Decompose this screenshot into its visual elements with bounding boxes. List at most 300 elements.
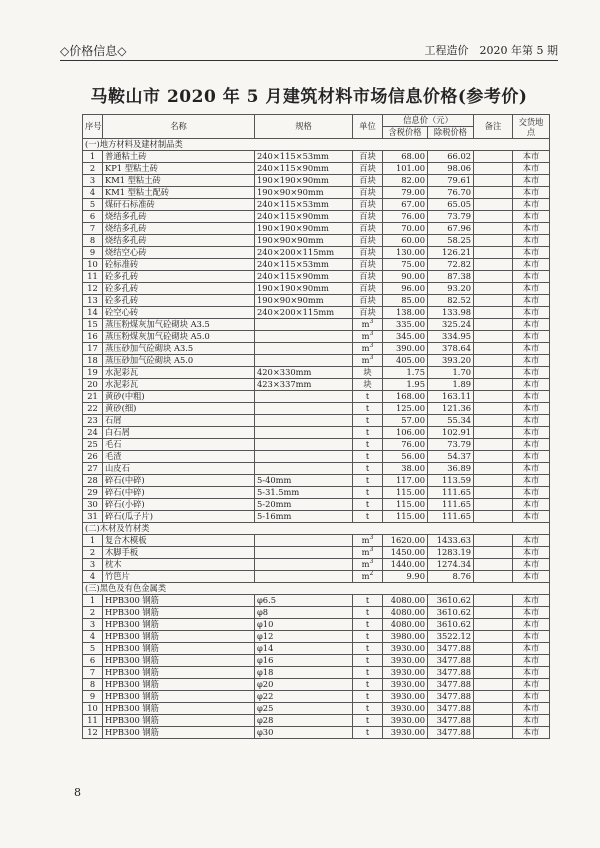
- material-name: 碎石(瓜子片): [103, 511, 255, 523]
- remark: [474, 319, 513, 331]
- delivery-location: 本市: [513, 163, 550, 175]
- remark: [474, 535, 513, 547]
- remark: [474, 403, 513, 415]
- row-no: 31: [83, 511, 103, 523]
- unit: 百块: [353, 271, 383, 283]
- section-label: ◇价格信息◇: [60, 44, 127, 58]
- row-no: 2: [83, 163, 103, 175]
- spec: 190×190×90mm: [255, 175, 353, 187]
- price-with-tax: 1440.00: [383, 559, 428, 571]
- material-name: 复合木模板: [103, 535, 255, 547]
- price-with-tax: 96.00: [383, 283, 428, 295]
- unit: t: [353, 451, 383, 463]
- delivery-location: 本市: [513, 547, 550, 559]
- spec: φ16: [255, 655, 353, 667]
- unit: 百块: [353, 175, 383, 187]
- unit: t: [353, 595, 383, 607]
- spec: [255, 571, 353, 583]
- table-row: [83, 559, 550, 571]
- journal-issue: 工程造价 2020 年第 5 期: [424, 44, 558, 57]
- col-remark: 备注: [474, 115, 513, 139]
- unit: $m^3$: [353, 331, 383, 343]
- unit: 百块: [353, 307, 383, 319]
- price-with-tax: 405.00: [383, 355, 428, 367]
- price-without-tax: 1.70: [428, 367, 474, 379]
- price-without-tax: 98.06: [428, 163, 474, 175]
- row-no: 12: [83, 283, 103, 295]
- row-no: 7: [83, 667, 103, 679]
- material-name: 碎石(中碎): [103, 487, 255, 499]
- price-without-tax: 393.20: [428, 355, 474, 367]
- remark: [474, 415, 513, 427]
- delivery-location: 本市: [513, 571, 550, 583]
- material-name: 砼多孔砖: [103, 283, 255, 295]
- delivery-location: 本市: [513, 703, 550, 715]
- row-no: 3: [83, 175, 103, 187]
- unit: 百块: [353, 295, 383, 307]
- material-name: 蒸压砂加气砼砌块 A5.0: [103, 355, 255, 367]
- price-without-tax: 8.76: [428, 571, 474, 583]
- spec: 240×115×53mm: [255, 199, 353, 211]
- price-with-tax: 60.00: [383, 235, 428, 247]
- table-row: [83, 343, 550, 355]
- price-with-tax: 335.00: [383, 319, 428, 331]
- spec: 190×90×90mm: [255, 235, 353, 247]
- material-name: HPB300 钢筋: [103, 703, 255, 715]
- remark: [474, 271, 513, 283]
- remark: [474, 559, 513, 571]
- material-name: HPB300 钢筋: [103, 631, 255, 643]
- row-no: 6: [83, 655, 103, 667]
- price-without-tax: 3477.88: [428, 727, 474, 739]
- unit: t: [353, 703, 383, 715]
- delivery-location: 本市: [513, 511, 550, 523]
- price-without-tax: 76.70: [428, 187, 474, 199]
- remark: [474, 595, 513, 607]
- price-with-tax: 1.95: [383, 379, 428, 391]
- col-unit: 单位: [353, 115, 383, 139]
- spec: [255, 343, 353, 355]
- spec: φ14: [255, 643, 353, 655]
- remark: [474, 343, 513, 355]
- table-row: [83, 667, 550, 679]
- spec: 240×200×115mm: [255, 247, 353, 259]
- price-with-tax: 3930.00: [383, 643, 428, 655]
- price-without-tax: 102.91: [428, 427, 474, 439]
- material-name: 普通粘土砖: [103, 151, 255, 163]
- unit: 块: [353, 367, 383, 379]
- table-row: [83, 499, 550, 511]
- table-row: [83, 643, 550, 655]
- row-no: 4: [83, 187, 103, 199]
- price-with-tax: 115.00: [383, 499, 428, 511]
- delivery-location: 本市: [513, 715, 550, 727]
- remark: [474, 439, 513, 451]
- remark: [474, 655, 513, 667]
- spec: [255, 535, 353, 547]
- price-with-tax: 38.00: [383, 463, 428, 475]
- spec: [255, 451, 353, 463]
- table-row: [83, 703, 550, 715]
- price-without-tax: 82.52: [428, 295, 474, 307]
- delivery-location: 本市: [513, 283, 550, 295]
- price-without-tax: 133.98: [428, 307, 474, 319]
- price-with-tax: 70.00: [383, 223, 428, 235]
- price-with-tax: 125.00: [383, 403, 428, 415]
- material-name: 木脚手板: [103, 547, 255, 559]
- remark: [474, 331, 513, 343]
- price-without-tax: 3610.62: [428, 607, 474, 619]
- table-row: [83, 679, 550, 691]
- table-row: [83, 511, 550, 523]
- col-spec: 规格: [255, 115, 353, 139]
- table-row: [83, 247, 550, 259]
- unit: 百块: [353, 199, 383, 211]
- row-no: 3: [83, 559, 103, 571]
- price-with-tax: 115.00: [383, 511, 428, 523]
- price-without-tax: 79.61: [428, 175, 474, 187]
- price-without-tax: 163.11: [428, 391, 474, 403]
- table-row: [83, 547, 550, 559]
- material-name: 竹笆片: [103, 571, 255, 583]
- spec: [255, 319, 353, 331]
- material-name: KP1 型粘土砖: [103, 163, 255, 175]
- col-price-group: 信息价（元）: [383, 115, 474, 127]
- material-name: HPB300 钢筋: [103, 595, 255, 607]
- col-without-tax: 除税价格: [428, 127, 474, 139]
- table-row: [83, 187, 550, 199]
- remark: [474, 571, 513, 583]
- price-with-tax: 82.00: [383, 175, 428, 187]
- material-name: 黄砂(细): [103, 403, 255, 415]
- table-row: [83, 175, 550, 187]
- material-name: 砼多孔砖: [103, 295, 255, 307]
- delivery-location: 本市: [513, 271, 550, 283]
- spec: 240×115×53mm: [255, 151, 353, 163]
- table-row: [83, 691, 550, 703]
- material-name: 水泥彩瓦: [103, 367, 255, 379]
- row-no: 5: [83, 643, 103, 655]
- material-name: HPB300 钢筋: [103, 619, 255, 631]
- material-name: HPB300 钢筋: [103, 715, 255, 727]
- remark: [474, 499, 513, 511]
- spec: 5-40mm: [255, 475, 353, 487]
- price-with-tax: 1620.00: [383, 535, 428, 547]
- row-no: 14: [83, 307, 103, 319]
- delivery-location: 本市: [513, 403, 550, 415]
- price-with-tax: 75.00: [383, 259, 428, 271]
- price-without-tax: 72.82: [428, 259, 474, 271]
- spec: [255, 439, 353, 451]
- table-row: [83, 211, 550, 223]
- unit: t: [353, 403, 383, 415]
- spec: 5-16mm: [255, 511, 353, 523]
- table-row: [83, 271, 550, 283]
- price-with-tax: 115.00: [383, 487, 428, 499]
- remark: [474, 163, 513, 175]
- unit: 百块: [353, 151, 383, 163]
- unit: t: [353, 715, 383, 727]
- unit: t: [353, 643, 383, 655]
- material-name: 烧结多孔砖: [103, 235, 255, 247]
- table-row: [83, 727, 550, 739]
- row-no: 1: [83, 151, 103, 163]
- table-row: [83, 439, 550, 451]
- section-title: (一)地方材料及建材制品类: [83, 139, 550, 151]
- price-with-tax: 106.00: [383, 427, 428, 439]
- spec: 420×330mm: [255, 367, 353, 379]
- section-title: (二)木材及竹材类: [83, 523, 550, 535]
- spec: [255, 355, 353, 367]
- material-name: HPB300 钢筋: [103, 727, 255, 739]
- delivery-location: 本市: [513, 391, 550, 403]
- price-without-tax: 3477.88: [428, 643, 474, 655]
- material-name: 蒸压粉煤灰加气砼砌块 A3.5: [103, 319, 255, 331]
- delivery-location: 本市: [513, 367, 550, 379]
- row-no: 26: [83, 451, 103, 463]
- price-without-tax: 3477.88: [428, 703, 474, 715]
- row-no: 18: [83, 355, 103, 367]
- unit: t: [353, 511, 383, 523]
- table-row: [83, 415, 550, 427]
- price-without-tax: 1283.19: [428, 547, 474, 559]
- unit: t: [353, 619, 383, 631]
- price-with-tax: 4080.00: [383, 595, 428, 607]
- row-no: 2: [83, 547, 103, 559]
- price-with-tax: 4080.00: [383, 619, 428, 631]
- unit: t: [353, 475, 383, 487]
- price-with-tax: 390.00: [383, 343, 428, 355]
- delivery-location: 本市: [513, 187, 550, 199]
- section-title: (三)黑色及有色金属类: [83, 583, 550, 595]
- unit: 百块: [353, 235, 383, 247]
- remark: [474, 187, 513, 199]
- material-name: 煤矸石标准砖: [103, 199, 255, 211]
- table-row: [83, 367, 550, 379]
- table-row: [83, 451, 550, 463]
- table-row: [83, 355, 550, 367]
- row-no: 10: [83, 259, 103, 271]
- price-without-tax: 65.05: [428, 199, 474, 211]
- price-without-tax: 1433.63: [428, 535, 474, 547]
- delivery-location: 本市: [513, 643, 550, 655]
- table-row: [83, 283, 550, 295]
- price-with-tax: 68.00: [383, 151, 428, 163]
- unit: t: [353, 499, 383, 511]
- delivery-location: 本市: [513, 427, 550, 439]
- row-no: 4: [83, 631, 103, 643]
- table-row: [83, 319, 550, 331]
- unit: t: [353, 607, 383, 619]
- spec: φ20: [255, 679, 353, 691]
- unit: t: [353, 679, 383, 691]
- spec: 240×115×90mm: [255, 271, 353, 283]
- remark: [474, 643, 513, 655]
- row-no: 2: [83, 607, 103, 619]
- price-without-tax: 3477.88: [428, 715, 474, 727]
- delivery-location: 本市: [513, 655, 550, 667]
- unit: t: [353, 655, 383, 667]
- section-row: [83, 139, 550, 151]
- price-without-tax: 58.25: [428, 235, 474, 247]
- delivery-location: 本市: [513, 247, 550, 259]
- row-no: 29: [83, 487, 103, 499]
- price-with-tax: 3930.00: [383, 727, 428, 739]
- table-row: [83, 631, 550, 643]
- unit: $m^3$: [353, 547, 383, 559]
- row-no: 21: [83, 391, 103, 403]
- delivery-location: 本市: [513, 175, 550, 187]
- table-row: [83, 163, 550, 175]
- price-without-tax: 93.20: [428, 283, 474, 295]
- delivery-location: 本市: [513, 343, 550, 355]
- remark: [474, 511, 513, 523]
- row-no: 8: [83, 235, 103, 247]
- delivery-location: 本市: [513, 691, 550, 703]
- price-with-tax: 57.00: [383, 415, 428, 427]
- material-name: 砼空心砖: [103, 307, 255, 319]
- remark: [474, 223, 513, 235]
- material-name: 蒸压砂加气砼砌块 A3.5: [103, 343, 255, 355]
- remark: [474, 703, 513, 715]
- spec: φ8: [255, 607, 353, 619]
- remark: [474, 199, 513, 211]
- spec: 190×190×90mm: [255, 223, 353, 235]
- table-row: [83, 571, 550, 583]
- spec: 5-31.5mm: [255, 487, 353, 499]
- table-row: [83, 607, 550, 619]
- unit: t: [353, 415, 383, 427]
- spec: 190×190×90mm: [255, 283, 353, 295]
- remark: [474, 235, 513, 247]
- price-without-tax: 334.95: [428, 331, 474, 343]
- spec: 240×115×90mm: [255, 211, 353, 223]
- header-rule: [60, 60, 558, 61]
- price-with-tax: 9.90: [383, 571, 428, 583]
- price-without-tax: 67.96: [428, 223, 474, 235]
- spec: φ22: [255, 691, 353, 703]
- row-no: 17: [83, 343, 103, 355]
- price-without-tax: 66.02: [428, 151, 474, 163]
- price-with-tax: 3980.00: [383, 631, 428, 643]
- unit: 百块: [353, 223, 383, 235]
- material-name: KM1 型粘土砖: [103, 175, 255, 187]
- material-name: 山皮石: [103, 463, 255, 475]
- remark: [474, 151, 513, 163]
- remark: [474, 463, 513, 475]
- material-name: 白石屑: [103, 427, 255, 439]
- delivery-location: 本市: [513, 307, 550, 319]
- price-without-tax: 1274.34: [428, 559, 474, 571]
- row-no: 12: [83, 727, 103, 739]
- material-name: 烧结多孔砖: [103, 211, 255, 223]
- table-row: [83, 151, 550, 163]
- price-without-tax: 55.34: [428, 415, 474, 427]
- spec: φ30: [255, 727, 353, 739]
- remark: [474, 667, 513, 679]
- price-with-tax: 1.75: [383, 367, 428, 379]
- row-no: 4: [83, 571, 103, 583]
- price-table: [82, 114, 550, 739]
- price-with-tax: 117.00: [383, 475, 428, 487]
- table-row: [83, 655, 550, 667]
- unit: $m^3$: [353, 559, 383, 571]
- delivery-location: 本市: [513, 379, 550, 391]
- price-without-tax: 1.89: [428, 379, 474, 391]
- delivery-location: 本市: [513, 559, 550, 571]
- row-no: 16: [83, 331, 103, 343]
- table-row: [83, 331, 550, 343]
- material-name: HPB300 钢筋: [103, 655, 255, 667]
- spec: [255, 331, 353, 343]
- unit: 百块: [353, 163, 383, 175]
- remark: [474, 355, 513, 367]
- unit: 百块: [353, 247, 383, 259]
- price-with-tax: 90.00: [383, 271, 428, 283]
- material-name: HPB300 钢筋: [103, 691, 255, 703]
- material-name: 砼多孔砖: [103, 271, 255, 283]
- spec: φ18: [255, 667, 353, 679]
- price-with-tax: 138.00: [383, 307, 428, 319]
- col-no: 序号: [83, 115, 103, 139]
- price-with-tax: 76.00: [383, 439, 428, 451]
- price-without-tax: 87.38: [428, 271, 474, 283]
- spec: [255, 559, 353, 571]
- price-without-tax: 36.89: [428, 463, 474, 475]
- delivery-location: 本市: [513, 487, 550, 499]
- spec: 240×200×115mm: [255, 307, 353, 319]
- remark: [474, 283, 513, 295]
- row-no: 22: [83, 403, 103, 415]
- unit: 百块: [353, 283, 383, 295]
- page-number: 8: [74, 786, 81, 799]
- price-with-tax: 345.00: [383, 331, 428, 343]
- page-title: 马鞍山市 2020 年 5 月建筑材料市场信息价格(参考价): [90, 87, 528, 107]
- section-row: [83, 523, 550, 535]
- row-no: 5: [83, 199, 103, 211]
- remark: [474, 295, 513, 307]
- unit: t: [353, 631, 383, 643]
- table-row: [83, 595, 550, 607]
- delivery-location: 本市: [513, 319, 550, 331]
- table-row: [83, 463, 550, 475]
- remark: [474, 379, 513, 391]
- spec: 190×90×90mm: [255, 295, 353, 307]
- row-no: 15: [83, 319, 103, 331]
- row-no: 19: [83, 367, 103, 379]
- table-row: [83, 307, 550, 319]
- delivery-location: 本市: [513, 631, 550, 643]
- row-no: 1: [83, 535, 103, 547]
- remark: [474, 307, 513, 319]
- material-name: 水泥彩瓦: [103, 379, 255, 391]
- delivery-location: 本市: [513, 211, 550, 223]
- table-row: [83, 487, 550, 499]
- spec: 240×115×90mm: [255, 163, 353, 175]
- delivery-location: 本市: [513, 199, 550, 211]
- table-row: [83, 379, 550, 391]
- table-row: [83, 391, 550, 403]
- row-no: 9: [83, 691, 103, 703]
- row-no: 7: [83, 223, 103, 235]
- remark: [474, 247, 513, 259]
- price-without-tax: 378.64: [428, 343, 474, 355]
- price-without-tax: 3610.62: [428, 619, 474, 631]
- remark: [474, 451, 513, 463]
- row-no: 10: [83, 703, 103, 715]
- table-row: [83, 535, 550, 547]
- unit: t: [353, 727, 383, 739]
